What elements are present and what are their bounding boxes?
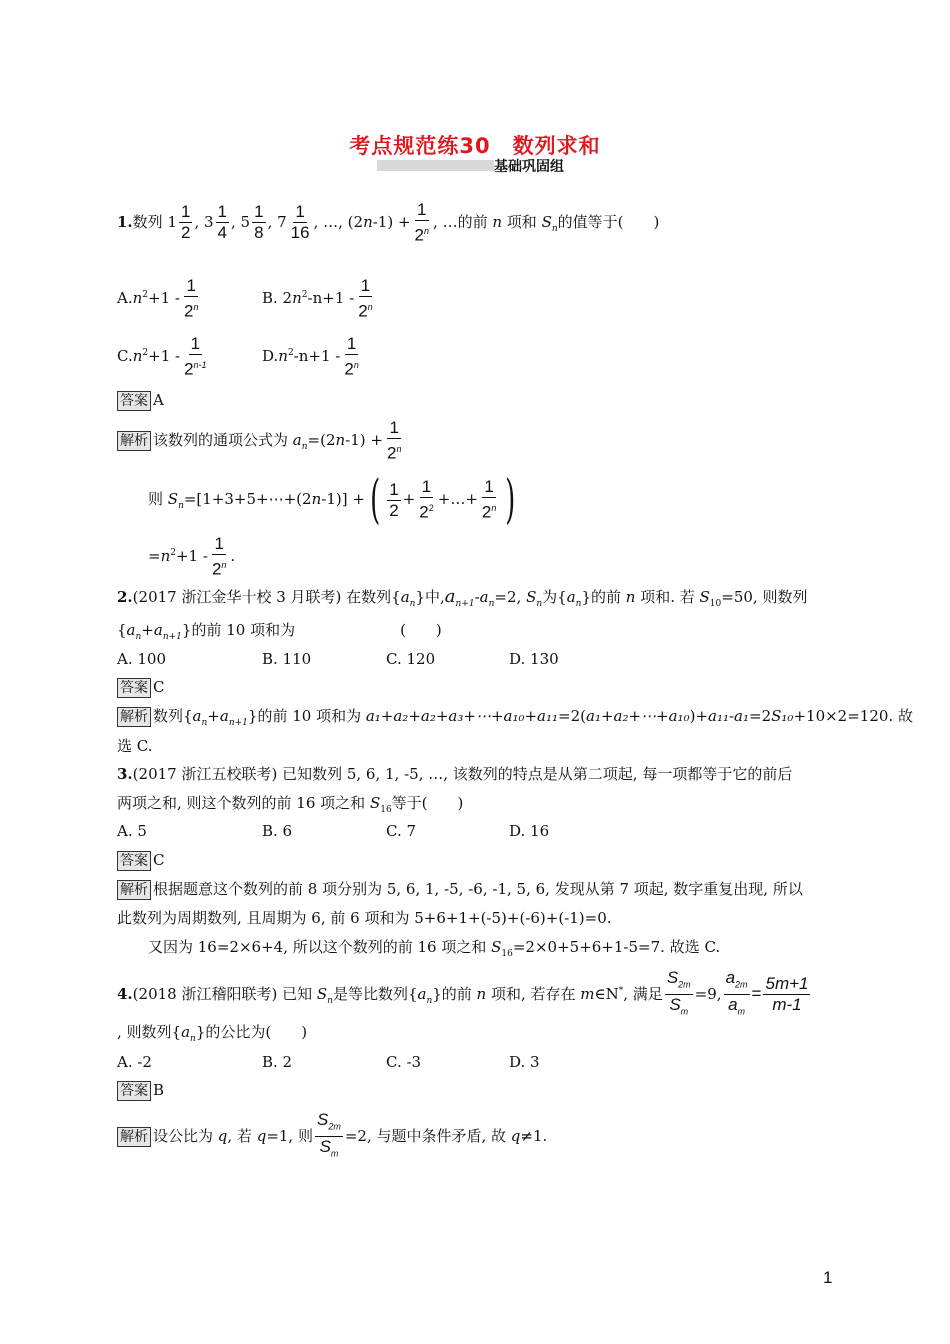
q2-analysis-2: 选 C. bbox=[117, 737, 153, 755]
page-number: 1 bbox=[823, 1268, 833, 1287]
q3-stem-1: 3.(2017 浙江五校联考) 已知数列 5, 6, 1, -5, …, 该数列的特点是从第二项起, 每一项都等于它的前后 bbox=[117, 765, 793, 783]
q2-stem-2: $\{a_n+a_{n+1}\}$的前 10 项和为 ( ) bbox=[117, 621, 442, 642]
q1-option-a: $A.n^2+1$ - $\frac{1}{2^n}$ bbox=[117, 276, 199, 321]
answer-tag: 答案 bbox=[117, 391, 151, 411]
q3-option-b: B. 6 bbox=[262, 822, 293, 840]
q1-option-b: B. $2n^2-n+1$ - $\frac{1}{2^n}$ bbox=[262, 276, 373, 321]
q4-stem-1: 4.(2018 浙江稽阳联考) 已知 $S_n$是等比数列$\{a_n\}$的前 n 项和, 若存在 m∈N*, 满足 $\frac{S_{2m}}{S_m}$ =9, $\frac{a_{2m}}{a_m}$ = $\frac{5m+1}{m-1}$ bbox=[117, 968, 809, 1017]
q2-option-b: B. 110 bbox=[262, 650, 312, 668]
section-subtitle: 基础巩固组 bbox=[494, 159, 564, 175]
q1-option-d: $D.n^2-n+1$ - $\frac{1}{2^n}$ bbox=[262, 334, 359, 379]
q2-analysis-1: 解析 数列$\{a_n+a_{n+1}\}$的前 10 项和为 a₁+a₂+a₂+a₃+⋯+a₁₀+a₁₁=2(a₁+a₂+⋯+a₁₀)+a₁₁-a₁=2S₁₀+10×2=120. 故 bbox=[117, 706, 913, 733]
q3-analysis-1: 解析 根据题意这个数列的前 8 项分别为 5, 6, 1, -5, -6, -1, 5, 6, 发现从第 7 项起, 数字重复出现, 所以 bbox=[117, 879, 803, 900]
answer-tag: 答案 bbox=[117, 1081, 151, 1101]
q4-analysis: 解析 设公比为 q, 若 q=1, 则 $\frac{S_{2m}}{S_m}$ =2, 与题中条件矛盾, 故 q≠1. bbox=[117, 1110, 547, 1164]
q2-option-c: C. 120 bbox=[386, 650, 436, 668]
q1-analysis-1: 解析 该数列的通项公式为 $a_n=(2n-1)$ + $\frac{1}{2^n}$ bbox=[117, 418, 405, 464]
q3-stem-2: 两项之和, 则这个数列的前 16 项之和 $S_{16}$等于( ) bbox=[117, 794, 464, 815]
q1-answer: 答案 A bbox=[117, 390, 164, 411]
q4-answer: 答案 B bbox=[117, 1080, 164, 1101]
page-title: 考点规范练30 数列求和 bbox=[349, 134, 601, 158]
answer-tag: 答案 bbox=[117, 678, 151, 698]
subtitle-bar bbox=[377, 160, 494, 171]
q1-stem: 1.数列 1 $\frac{1}{2}$ , 3 $\frac{1}{4}$ , 5 $\frac{1}{8}$ , 7 $\frac{1}{16}$ , …, (2n-1) + $\frac{1}{2^n}$ , …的前 n 项和 $S_n$的值等于( ) bbox=[117, 200, 660, 245]
analysis-tag: 解析 bbox=[117, 880, 151, 900]
q3-answer: 答案 C bbox=[117, 850, 164, 871]
q2-option-a: A. 100 bbox=[117, 650, 166, 668]
analysis-tag: 解析 bbox=[117, 431, 151, 451]
answer-tag: 答案 bbox=[117, 851, 151, 871]
q3-option-a: A. 5 bbox=[117, 822, 147, 840]
q3-option-c: C. 7 bbox=[386, 822, 417, 840]
q1-analysis-2: 则 $S_n=[1+3+5+\cdots+(2n-1)]$ +( $\frac{1}{2}$ + $\frac{1}{2^2}$ +…+ $\frac{1}{2^n}$ ) bbox=[148, 470, 516, 530]
q1-option-c: $C.n^2+1$ - $\frac{1}{2^{n-1}}$ bbox=[117, 334, 207, 379]
q4-stem-2: , 则数列$\{a_n\}$的公比为( ) bbox=[117, 1023, 308, 1044]
q3-analysis-2: 此数列为周期数列, 且周期为 6, 前 6 项和为 5+6+1+(-5)+(-6)+(-1)=0. bbox=[117, 909, 612, 927]
q2-option-d: D. 130 bbox=[509, 650, 559, 668]
q1-analysis-3: $=n^2+1$ - $\frac{1}{2^n}$ . bbox=[148, 534, 236, 579]
q2-stem-1: 2.(2017 浙江金华十校 3 月联考) 在数列$\{a_n\}$中$,a_{n+1}-a_n=2$, $S_n$为$\{a_n\}$的前 n 项和. 若 $S_{10}=50$, 则数列 bbox=[117, 586, 808, 609]
q2-answer: 答案 C bbox=[117, 677, 164, 698]
analysis-tag: 解析 bbox=[117, 1127, 151, 1147]
q4-option-d: D. 3 bbox=[509, 1053, 540, 1071]
q4-option-b: B. 2 bbox=[262, 1053, 293, 1071]
analysis-tag: 解析 bbox=[117, 707, 151, 727]
q3-option-d: D. 16 bbox=[509, 822, 550, 840]
q3-analysis-3: 又因为 16=2×6+4, 所以这个数列的前 16 项之和 $S_{16}=2\times 0+5+6+1-5=7$. 故选 C. bbox=[148, 938, 721, 959]
q4-option-c: C. -3 bbox=[386, 1053, 422, 1071]
q4-option-a: A. -2 bbox=[117, 1053, 152, 1071]
